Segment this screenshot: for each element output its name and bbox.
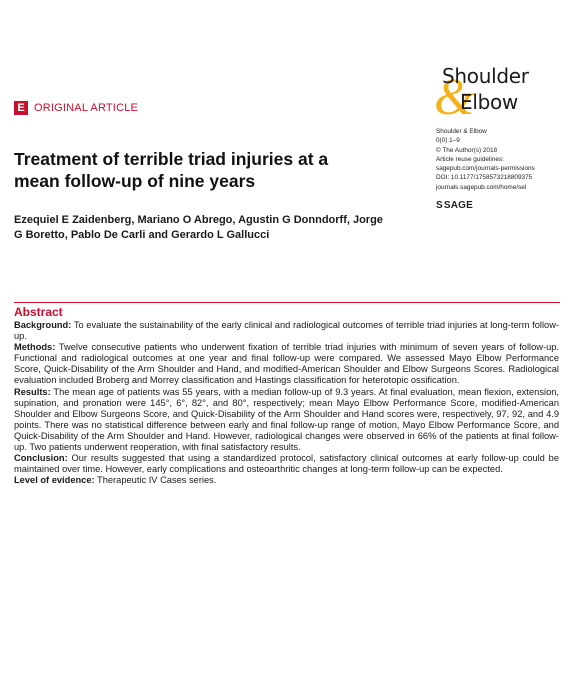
abstract-section-label: Background: xyxy=(14,320,72,330)
journal-volume: 0(0) 1–9 xyxy=(436,137,460,145)
sage-icon: S xyxy=(436,200,443,211)
copyright: © The Author(s) 2018 xyxy=(436,146,498,154)
section-label: ORIGINAL ARTICLE xyxy=(34,102,139,114)
reuse-guidelines-label: Article reuse guidelines: xyxy=(436,155,504,163)
publisher-logo xyxy=(436,200,473,211)
article-type-badge: E xyxy=(14,101,28,115)
logo-ampersand: & xyxy=(434,69,475,126)
abstract-section-label: Conclusion: xyxy=(14,453,68,464)
doi[interactable]: DOI: 10.1177/1758573218809375 xyxy=(436,174,533,182)
journal-homepage-link[interactable]: journals.sagepub.com/home/sel xyxy=(436,183,527,191)
abstract-heading: Abstract xyxy=(14,305,63,319)
abstract-section-text: The mean age of patients was 55 years, with a median follow-up of 9.3 years. At final evaluation, mean flexion, extension, supination, and pronation were 145°, 6°, 82°, and 80°, respectively; mean Mayo Elbow Performance Score, modified-American Shoulder and Elbow Surgeons Score, and Quick-Disability of the Arm Shoulder and Hand scores were, respectively, 97, 92, and 4.9 points. There was no statistical difference between early and final follow-up range of motion, Mayo Elbow Performance Score, and Quick-Disability of the Arm Shoulder and Hand. However, radiological changes were observed in 66% of the patients at final follow-up. Two patients underwent reoperation, with final satisfactory results. xyxy=(14,386,559,453)
abstract-section-text: Therapeutic IV Cases series. xyxy=(97,475,217,486)
abstract-section-label: Methods: xyxy=(14,342,56,353)
abstract-section-text: To evaluate the sustainability of the early clinical and radiological outcomes of terrible triad injuries at long-term follow-up. xyxy=(14,320,559,342)
abstract-background xyxy=(14,320,559,342)
publisher-name: SAGE xyxy=(443,200,474,211)
journal-meta xyxy=(436,127,564,192)
abstract-conclusion xyxy=(14,453,559,475)
permissions-link[interactable]: sagepub.com/journals-permissions xyxy=(436,165,535,173)
abstract-body xyxy=(14,320,559,486)
journal-logo xyxy=(432,62,554,126)
abstract-section-text: Our results suggested that using a standardized protocol, satisfactory clinical outcomes at early follow-up could be maintained over time. However, early complications and osteoarthritic changes at long-term follow-up can be expected. xyxy=(14,453,559,475)
journal-name: Shoulder & Elbow xyxy=(436,128,487,135)
logo-word-elbow: Elbow xyxy=(460,90,518,114)
abstract-results xyxy=(14,387,559,454)
abstract-divider xyxy=(14,302,560,303)
author-list: Ezequiel E Zaidenberg, Mariano O Abrego, Agustin G Donndorff, Jorge G Boretto, Pablo De Carli and Gerardo L Gallucci xyxy=(14,214,383,241)
abstract-section-label: Level of evidence: xyxy=(14,475,95,486)
abstract-level-of-evidence xyxy=(14,475,559,486)
logo-word-shoulder: Shoulder xyxy=(442,64,529,88)
article-title: Treatment of terrible triad injuries at a mean follow-up of nine years xyxy=(14,149,329,191)
abstract-section-text: Twelve consecutive patients who underwent fixation of terrible triad injuries with minimum of seven years of follow-up. Functional and radiological outcomes at one year and final follow-up were compared. We assessed Mayo Elbow Performance Score, Quick-Disability of the Arm Shoulder and Hand, and modified-American Shoulder and Elbow Surgeons Scores. Radiological evaluation included Broberg and Morrey classification and Hastings classification for heterotopic ossification. xyxy=(14,342,559,386)
abstract-section-label: Results: xyxy=(14,386,51,397)
abstract-methods xyxy=(14,342,559,386)
